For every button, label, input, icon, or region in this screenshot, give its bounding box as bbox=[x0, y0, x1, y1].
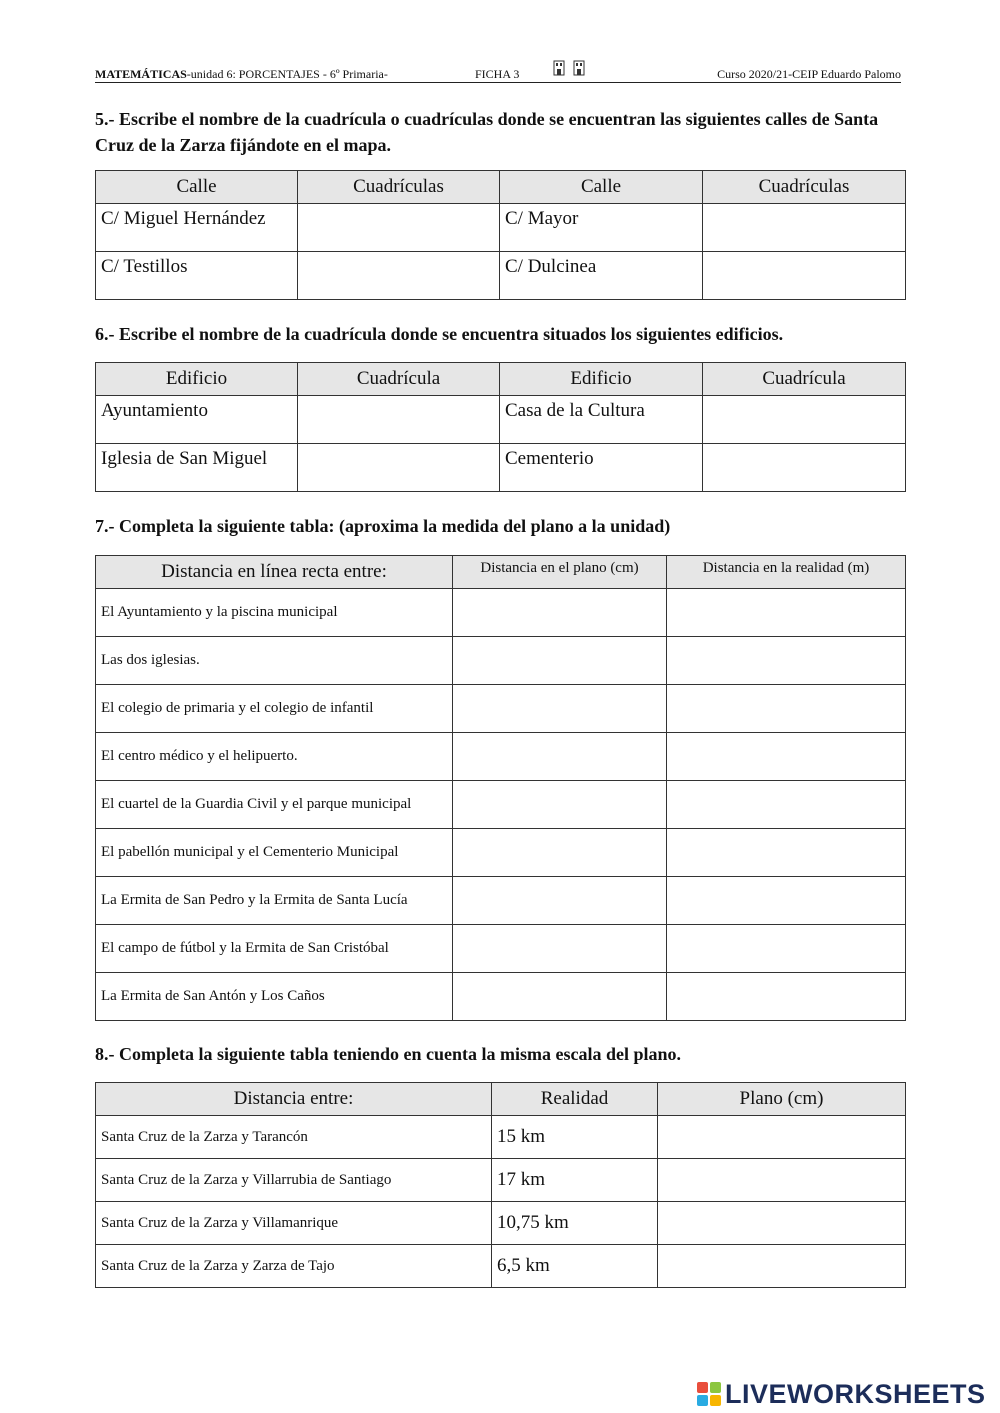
table-row bbox=[96, 973, 906, 1021]
real-distance-value: 17 km bbox=[492, 1159, 658, 1202]
header-unit: -unidad 6: PORCENTAJES - 6º Primaria- bbox=[186, 67, 388, 81]
street-name: C/ Miguel Hernández bbox=[96, 204, 298, 252]
header-course: Curso 2020/21-CEIP Eduardo Palomo bbox=[717, 67, 901, 81]
col-header-calle: Calle bbox=[500, 171, 703, 204]
building-name: Ayuntamiento bbox=[96, 396, 298, 444]
table-row bbox=[96, 1245, 906, 1288]
real-distance-answer[interactable] bbox=[667, 973, 906, 1021]
grid-answer-cell[interactable] bbox=[298, 204, 500, 252]
distance-pair: La Ermita de San Pedro y la Ermita de Santa Lucía bbox=[96, 877, 453, 925]
buildings-table bbox=[95, 362, 906, 492]
map-cm-answer[interactable] bbox=[658, 1116, 906, 1159]
grid-answer-cell[interactable] bbox=[298, 396, 500, 444]
col-header-edificio: Edificio bbox=[96, 363, 298, 396]
grid-answer-cell[interactable] bbox=[703, 444, 906, 492]
town-pair: Santa Cruz de la Zarza y Villamanrique bbox=[96, 1202, 492, 1245]
col-header-calle: Calle bbox=[96, 171, 298, 204]
col-header-edificio: Edificio bbox=[500, 363, 703, 396]
table-row bbox=[96, 637, 906, 685]
distance-pair: El cuartel de la Guardia Civil y el parque municipal bbox=[96, 781, 453, 829]
map-distance-answer[interactable] bbox=[453, 973, 667, 1021]
grid-answer-cell[interactable] bbox=[703, 252, 906, 300]
col-header-reality: Realidad bbox=[492, 1083, 658, 1116]
grid-answer-cell[interactable] bbox=[703, 396, 906, 444]
real-distance-answer[interactable] bbox=[667, 781, 906, 829]
header-ficha: FICHA 3 bbox=[475, 67, 520, 81]
page-header bbox=[95, 66, 901, 83]
school-logo-icon bbox=[552, 57, 588, 77]
distance-pair: El campo de fútbol y la Ermita de San Cristóbal bbox=[96, 925, 453, 973]
table-row bbox=[96, 396, 906, 444]
real-distance-answer[interactable] bbox=[667, 925, 906, 973]
map-distance-answer[interactable] bbox=[453, 877, 667, 925]
table-row bbox=[96, 204, 906, 252]
map-distance-answer[interactable] bbox=[453, 781, 667, 829]
distance-pair: El pabellón municipal y el Cementerio Municipal bbox=[96, 829, 453, 877]
table-row bbox=[96, 589, 906, 637]
real-distance-answer[interactable] bbox=[667, 877, 906, 925]
distance-pair: El centro médico y el helipuerto. bbox=[96, 733, 453, 781]
distance-pair: El Ayuntamiento y la piscina municipal bbox=[96, 589, 453, 637]
liveworksheets-brand bbox=[697, 1378, 986, 1410]
town-pair: Santa Cruz de la Zarza y Tarancón bbox=[96, 1116, 492, 1159]
real-distance-answer[interactable] bbox=[667, 829, 906, 877]
real-distance-value: 15 km bbox=[492, 1116, 658, 1159]
question-6-title: 6.- Escribe el nombre de la cuadrícula donde se encuentra situados los siguientes edificios. bbox=[95, 324, 784, 344]
col-header-real-distance: Distancia en la realidad (m) bbox=[667, 556, 906, 589]
table-row bbox=[96, 252, 906, 300]
question-5-title: 5.- Escribe el nombre de la cuadrícula o cuadrículas donde se encuentran las siguientes calles de Santa Cruz de la Zarza fijándote en el mapa. bbox=[95, 109, 879, 155]
table-row bbox=[96, 1202, 906, 1245]
col-header-map-distance: Distancia en el plano (cm) bbox=[453, 556, 667, 589]
col-header-cuadriculas: Cuadrículas bbox=[703, 171, 906, 204]
street-name: C/ Dulcinea bbox=[500, 252, 703, 300]
map-distance-answer[interactable] bbox=[453, 637, 667, 685]
map-cm-answer[interactable] bbox=[658, 1202, 906, 1245]
real-distance-answer[interactable] bbox=[667, 733, 906, 781]
question-7-title: 7.- Completa la siguiente tabla: (aproxima la medida del plano a la unidad) bbox=[95, 516, 671, 536]
question-8-title: 8.- Completa la siguiente tabla teniendo en cuenta la misma escala del plano. bbox=[95, 1044, 681, 1064]
distance-pair: El colegio de primaria y el colegio de infantil bbox=[96, 685, 453, 733]
map-cm-answer[interactable] bbox=[658, 1245, 906, 1288]
liveworksheets-logo-icon bbox=[697, 1382, 721, 1406]
table-row bbox=[96, 444, 906, 492]
streets-table bbox=[95, 170, 906, 300]
map-cm-answer[interactable] bbox=[658, 1159, 906, 1202]
map-distance-answer[interactable] bbox=[453, 829, 667, 877]
col-header-cuadricula: Cuadrícula bbox=[703, 363, 906, 396]
real-distance-answer[interactable] bbox=[667, 589, 906, 637]
building-name: Cementerio bbox=[500, 444, 703, 492]
town-pair: Santa Cruz de la Zarza y Zarza de Tajo bbox=[96, 1245, 492, 1288]
col-header-distance-between: Distancia entre: bbox=[96, 1083, 492, 1116]
header-subject-line bbox=[95, 67, 388, 82]
map-distance-answer[interactable] bbox=[453, 685, 667, 733]
table-row bbox=[96, 1159, 906, 1202]
distances-table bbox=[95, 555, 906, 1021]
building-name: Casa de la Cultura bbox=[500, 396, 703, 444]
distance-pair: La Ermita de San Antón y Los Caños bbox=[96, 973, 453, 1021]
street-name: C/ Testillos bbox=[96, 252, 298, 300]
map-distance-answer[interactable] bbox=[453, 733, 667, 781]
real-distance-answer[interactable] bbox=[667, 637, 906, 685]
liveworksheets-wordmark: LIVEWORKSHEETS bbox=[725, 1378, 986, 1409]
distance-pair: Las dos iglesias. bbox=[96, 637, 453, 685]
table-row bbox=[96, 877, 906, 925]
col-header-distance-between: Distancia en línea recta entre: bbox=[96, 556, 453, 589]
col-header-cuadricula: Cuadrícula bbox=[298, 363, 500, 396]
table-row bbox=[96, 685, 906, 733]
street-name: C/ Mayor bbox=[500, 204, 703, 252]
table-row bbox=[96, 829, 906, 877]
grid-answer-cell[interactable] bbox=[298, 444, 500, 492]
col-header-cuadriculas: Cuadrículas bbox=[298, 171, 500, 204]
grid-answer-cell[interactable] bbox=[298, 252, 500, 300]
table-row bbox=[96, 781, 906, 829]
table-row bbox=[96, 733, 906, 781]
real-distance-value: 6,5 km bbox=[492, 1245, 658, 1288]
map-distance-answer[interactable] bbox=[453, 925, 667, 973]
town-pair: Santa Cruz de la Zarza y Villarrubia de Santiago bbox=[96, 1159, 492, 1202]
header-subject: MATEMÁTICAS bbox=[95, 67, 187, 81]
table-row bbox=[96, 925, 906, 973]
scale-table bbox=[95, 1082, 906, 1288]
col-header-map-cm: Plano (cm) bbox=[658, 1083, 906, 1116]
grid-answer-cell[interactable] bbox=[703, 204, 906, 252]
real-distance-value: 10,75 km bbox=[492, 1202, 658, 1245]
real-distance-answer[interactable] bbox=[667, 685, 906, 733]
table-row bbox=[96, 1116, 906, 1159]
building-name: Iglesia de San Miguel bbox=[96, 444, 298, 492]
map-distance-answer[interactable] bbox=[453, 589, 667, 637]
